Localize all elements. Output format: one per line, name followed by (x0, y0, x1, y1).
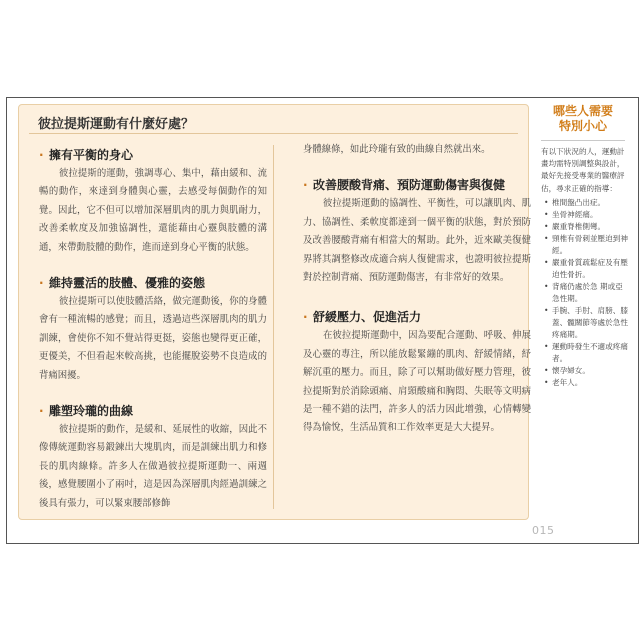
bullet-icon: · (39, 404, 44, 419)
section-heading (39, 147, 267, 163)
heading-text: 擁有平衡的身心 (49, 148, 134, 162)
page (6, 97, 639, 544)
caution-list (537, 197, 629, 389)
bullet-icon: · (303, 178, 308, 193)
heading-text: 舒緩壓力、促進活力 (313, 310, 422, 325)
section-heading (39, 403, 267, 419)
list-item: • 背痛仍處於急 期或亞急性期。 (541, 281, 629, 305)
box-title: 彼拉提斯運動有什麼好處？ (38, 117, 195, 132)
paragraph: 彼拉提斯的運動，強調專心、集中，藉由緩和、流暢的動作，來達到身體與心靈，去感受每個動作的知覺。因此，它不但可以增加深層肌肉的肌力與肌耐力，改善柔軟度及加強協調性，還能藉由心靈與肢體的溝通，來帶動肢體的動作，進而達到身心平衡的狀態。 (39, 168, 267, 253)
benefits-box (18, 104, 529, 520)
section-body (39, 165, 267, 257)
list-item: • 老年人。 (541, 377, 629, 389)
paragraph: 彼拉提斯的動作，是緩和、延展性的收縮，因此不像傳統運動容易鍛鍊出大塊肌肉，而是訓練出肌力和修長的肌肉線條。許多人在做過彼拉提斯運動一、兩週後，感覺腰圍小了兩吋，這是因為深層肌肉經過訓練之後具有張力，可以緊束腰部修飾 (39, 424, 267, 509)
bullet-icon: · (39, 148, 44, 162)
paragraph: 彼拉提斯可以使肢體活絡，做完運動後，你的身體會有一種流暢的感覺；而且，透過這些深層肌肉的肌力訓練，會使你不知不覺站得更挺，姿態也變得更正確，更優美，不但看起來較高挑，也能擺脫姿勢不良造成的背痛困擾。 (39, 296, 267, 381)
paragraph: 彼拉提斯運動的協調性、平衡性，可以讓肌肉、肌力、協調性、柔軟度都達到一個平衡的狀態，對於預防及改善腰酸背痛有相當大的幫助。此外，近來歐美復健界將其調整修改成適合病人復健需求，也證明彼拉提斯對於控制背痛、預防運動傷害，有非常好的效果。 (303, 198, 531, 284)
sidebar-title-line: 哪些人需要 (552, 104, 613, 118)
column-divider (273, 145, 274, 509)
list-item: • 嚴重骨質疏鬆症及有壓迫性骨折。 (541, 257, 629, 281)
list-item: • 頸椎有骨刺並壓迫到神經。 (541, 233, 629, 257)
list-item: • 運動時發生不適或疼痛者。 (541, 341, 629, 365)
list-item: • 懷孕婦女。 (541, 365, 629, 377)
page-number: 015 (532, 524, 555, 537)
sidebar-title-line: 特別小心 (558, 119, 607, 133)
sidebar-title (537, 104, 629, 134)
paragraph: 在彼拉提斯運動中，因為要配合運動、呼吸、伸展及心靈的專注，所以能放鬆緊繃的肌肉、舒緩情緒，紓解沉重的壓力。而且，除了可以幫助做好壓力管理，彼拉提斯對於消除頭痛、肩頸酸痛和胸悶、失眠等文明病是一種不錯的法門，許多人的活力因此增強，心情轉變得為愉悅，生活品質和工作效率更是大大提昇。 (303, 330, 531, 434)
title-rule (29, 133, 518, 134)
section-body (39, 421, 267, 513)
left-column (39, 143, 267, 513)
bullet-icon: · (303, 310, 308, 325)
heading-text: 維持靈活的肢體、優雅的姿態 (49, 276, 206, 291)
heading-text: 改善腰酸背痛、預防運動傷害與復健 (313, 178, 506, 193)
list-item: • 手腕、手肘、肩膀、膝蓋、髖關節等處於急性疼痛期。 (541, 305, 629, 341)
heading-text: 雕塑玲瓏的曲線 (49, 404, 134, 419)
section-heading (303, 309, 531, 325)
paragraph: 身體線條，如此玲瓏有致的曲線自然就出來。 (303, 144, 491, 155)
list-item: • 椎間盤凸出症。 (541, 197, 629, 209)
continuation-text (303, 141, 531, 159)
list-item: • 坐骨神經痛。 (541, 209, 629, 221)
right-column (303, 141, 531, 438)
sidebar-intro: 有以下狀況的人，運動計畫均需特別調整與設計，最好先接受專業的醫療評估，尋求正確的指導： (541, 147, 625, 193)
section-body (303, 195, 531, 287)
list-item: • 嚴重脊椎側彎。 (541, 221, 629, 233)
section-body (39, 293, 267, 385)
section-heading (303, 177, 531, 193)
section-body (303, 327, 531, 437)
caution-sidebar (537, 104, 629, 518)
sidebar-rule (541, 140, 625, 141)
bullet-icon: · (39, 276, 44, 291)
section-heading (39, 275, 267, 291)
